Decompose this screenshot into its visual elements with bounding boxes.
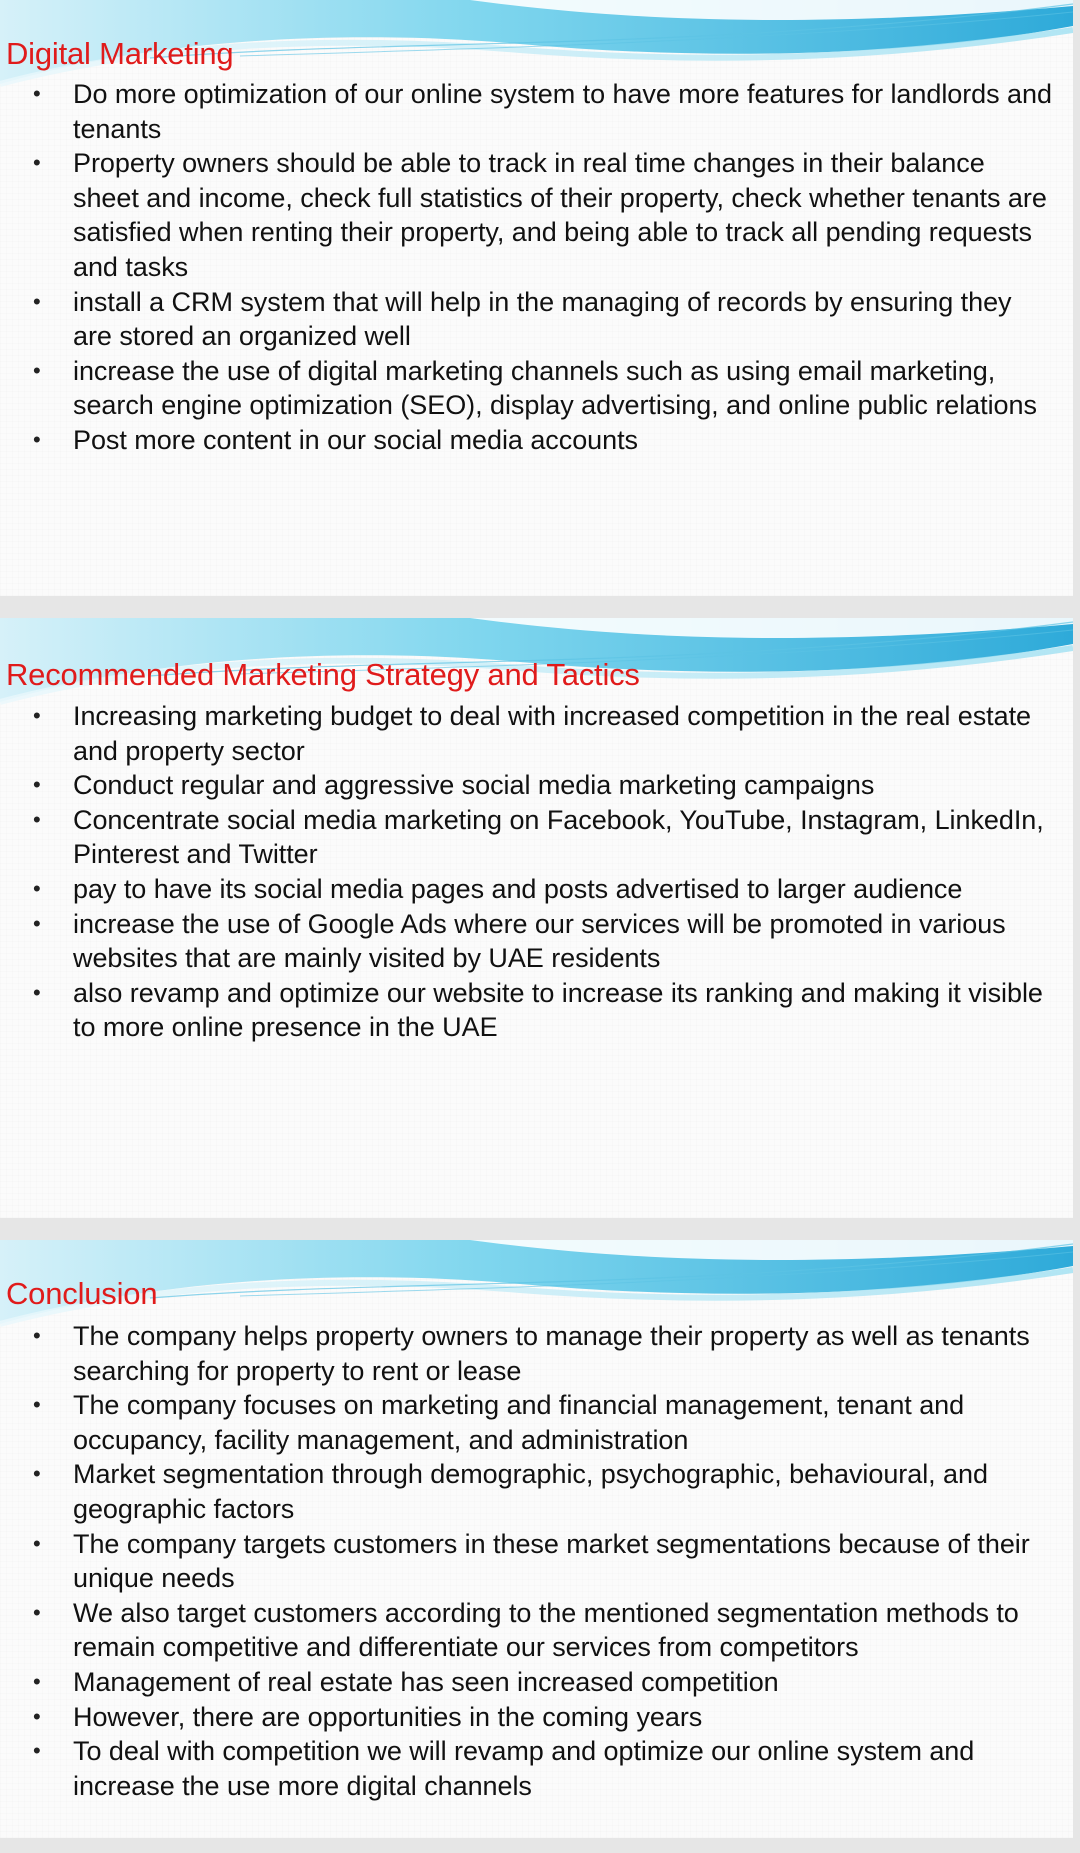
bullet-text: install a CRM system that will help in the managing of records by ensuring they are stored an organized well: [73, 286, 1012, 352]
bullet-text: Conduct regular and aggressive social media marketing campaigns: [73, 770, 875, 801]
bullet-icon: •: [33, 772, 41, 798]
bullet-icon: •: [33, 288, 41, 314]
bullet-item: [0, 1457, 1060, 1526]
bullet-text: also revamp and optimize our website to increase its ranking and making it visible to more online presence in the UAE: [73, 977, 1043, 1043]
bullet-icon: •: [33, 1599, 41, 1625]
bullet-icon: •: [33, 357, 41, 383]
slide-marketing-strategy: [0, 618, 1073, 1218]
bullet-item: [0, 1527, 1060, 1596]
bullet-item: [0, 1388, 1060, 1457]
bullet-text: The company focuses on marketing and financial management, tenant and occupancy, facility management, and administration: [73, 1390, 965, 1455]
bullet-item: [0, 1665, 1060, 1700]
bullet-item: [0, 1596, 1060, 1665]
bullet-text: We also target customers according to the mentioned segmentation methods to remain competitive and differentiate our services from competitors: [73, 1597, 1019, 1663]
bullet-text: Do more optimization of our online system to have more features for landlords and tenants: [73, 79, 1052, 144]
bullet-text: To deal with competition we will revamp and optimize our online system and increase the use more digital channels: [73, 1736, 975, 1801]
slide-digital-marketing: [0, 0, 1073, 596]
bullet-item: [0, 803, 1060, 872]
bullet-item: [0, 1700, 1060, 1735]
bullet-item: [0, 907, 1060, 976]
bullet-text: pay to have its social media pages and posts advertised to larger audience: [73, 873, 963, 904]
bullet-icon: •: [33, 150, 41, 176]
bullet-item: [0, 699, 1060, 768]
bullet-icon: •: [33, 979, 41, 1005]
bullet-icon: •: [33, 1703, 41, 1729]
bullet-icon: •: [33, 81, 41, 106]
bullet-item: [0, 77, 1060, 146]
bullet-icon: •: [33, 1323, 41, 1348]
bullet-text: The company helps property owners to manage their property as well as tenants searching for property to rent or lease: [73, 1321, 1030, 1386]
slide-conclusion: [0, 1240, 1073, 1838]
slide-title: Digital Marketing: [6, 36, 234, 71]
bullet-icon: •: [33, 1461, 41, 1487]
bullet-text: Post more content in our social media accounts: [73, 424, 638, 455]
bullet-list: [0, 699, 1060, 1045]
bullet-icon: •: [33, 703, 41, 728]
bullet-item: [0, 1319, 1060, 1388]
bullet-icon: •: [33, 1668, 41, 1694]
bullet-item: [0, 768, 1060, 803]
bullet-item: [0, 976, 1060, 1045]
bullet-item: [0, 872, 1060, 907]
bullet-icon: •: [33, 1738, 41, 1764]
bullet-icon: •: [33, 1530, 41, 1556]
bullet-item: [0, 354, 1060, 423]
bullet-text: Concentrate social media marketing on Facebook, YouTube, Instagram, LinkedIn, Pinterest and Twitter: [73, 804, 1044, 870]
bullet-text: increase the use of digital marketing channels such as using email marketing, search engine optimization (SEO), display advertising, and online public relations: [73, 355, 1037, 421]
bullet-item: [0, 285, 1060, 354]
bullet-item: [0, 423, 1060, 458]
bullet-icon: •: [33, 1392, 41, 1418]
bullet-icon: •: [33, 875, 41, 901]
bullet-text: increase the use of Google Ads where our services will be promoted in various websites that are mainly visited by UAE residents: [73, 908, 1006, 974]
bullet-icon: •: [33, 910, 41, 936]
bullet-text: Management of real estate has seen increased competition: [73, 1666, 779, 1697]
bullet-item: [0, 1734, 1060, 1803]
bullet-text: Increasing marketing budget to deal with increased competition in the real estate and property sector: [73, 701, 1032, 766]
bullet-text: However, there are opportunities in the coming years: [73, 1701, 703, 1732]
bullet-icon: •: [33, 806, 41, 832]
bullet-icon: •: [33, 426, 41, 452]
slide-title: Conclusion: [6, 1276, 158, 1311]
bullet-list: [0, 77, 1060, 458]
bullet-item: [0, 146, 1060, 284]
slide-title: Recommended Marketing Strategy and Tactics: [6, 657, 640, 692]
bullet-text: The company targets customers in these market segmentations because of their unique needs: [73, 1528, 1030, 1594]
bullet-text: Market segmentation through demographic, psychographic, behavioural, and geographic factors: [73, 1459, 988, 1524]
bullet-list: [0, 1319, 1060, 1803]
bullet-text: Property owners should be able to track in real time changes in their balance sheet and income, check full statistics of their property, check whether tenants are satisfied when renting their property, and being able to track all pending requests and tasks: [73, 148, 1047, 282]
